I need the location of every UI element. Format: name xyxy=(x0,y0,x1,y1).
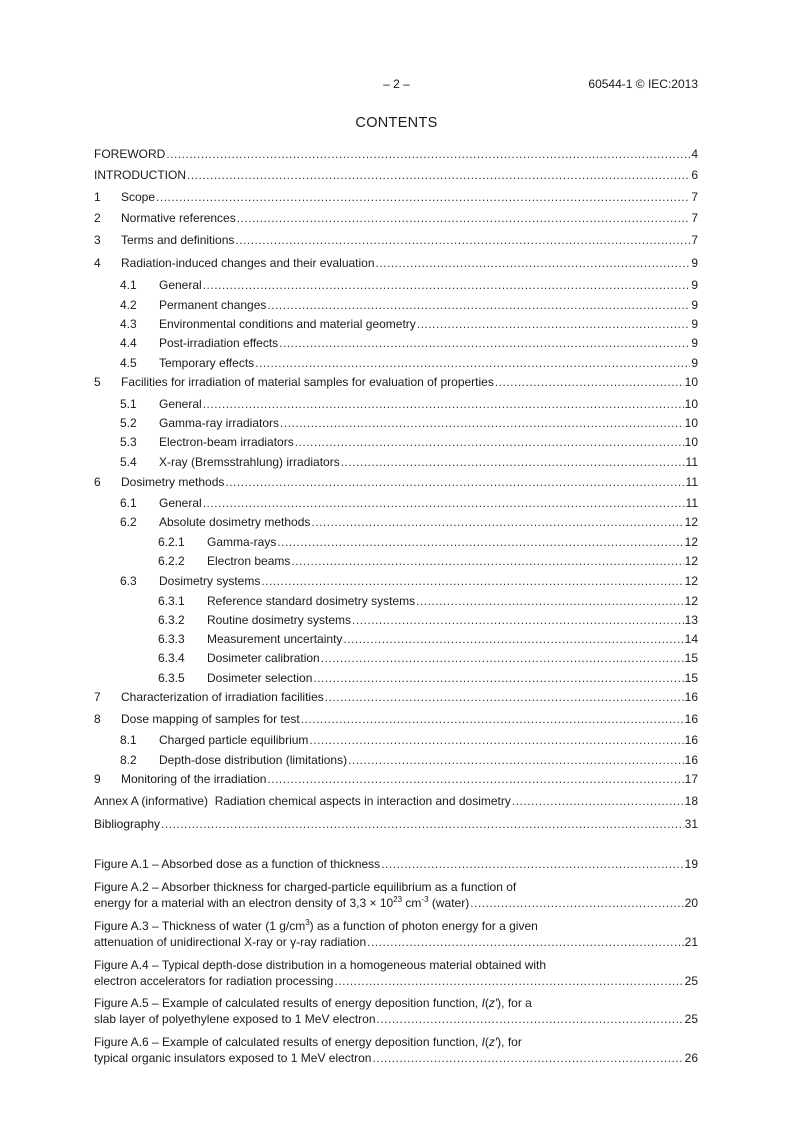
dot-leader xyxy=(348,752,684,768)
toc-entry[interactable] xyxy=(94,189,698,205)
page-number: 16 xyxy=(684,712,698,726)
section-number: 3 xyxy=(94,233,101,247)
dot-leader xyxy=(311,514,683,530)
page-number: 9 xyxy=(691,278,698,292)
page-number: 11 xyxy=(685,475,698,489)
page-number-header: – 2 – xyxy=(383,77,410,91)
figure-title: Figure A.5 – Example of calculated results of energy deposition function, I(z′), for a xyxy=(94,996,532,1010)
dot-leader xyxy=(417,316,691,332)
section-title: Terms and definitions xyxy=(121,233,235,247)
page-number: 9 xyxy=(691,298,698,312)
toc-entry[interactable] xyxy=(94,495,698,511)
section-title: X-ray (Bremsstrahlung) irradiators xyxy=(159,455,340,469)
page-number: 20 xyxy=(684,896,698,910)
section-title: Facilities for irradiation of material samples for evaluation of properties xyxy=(121,375,494,389)
toc-entry[interactable] xyxy=(94,793,698,809)
dot-leader xyxy=(280,415,684,431)
figure-entry-a1[interactable] xyxy=(94,856,698,872)
dot-leader xyxy=(203,495,685,511)
standard-reference-header: 60544-1 © IEC:2013 xyxy=(588,77,698,91)
page-number: 31 xyxy=(684,817,698,831)
figure-entry-a4[interactable] xyxy=(94,957,698,989)
page-number: 16 xyxy=(684,753,698,767)
toc-entry[interactable] xyxy=(94,670,698,686)
section-title: Dosimetry methods xyxy=(121,475,225,489)
figure-entry-a2[interactable] xyxy=(94,879,698,911)
dot-leader xyxy=(261,573,683,589)
page-number: 4 xyxy=(691,147,698,161)
toc-entry[interactable] xyxy=(94,711,698,727)
page-title: CONTENTS xyxy=(355,115,438,131)
page-number: 26 xyxy=(684,1051,698,1065)
page-number: 9 xyxy=(691,317,698,331)
page-number: 10 xyxy=(684,435,698,449)
section-number: 8.1 xyxy=(120,733,137,747)
section-number: 4.4 xyxy=(120,336,137,350)
page-number: 15 xyxy=(684,671,698,685)
section-number: 9 xyxy=(94,772,101,786)
page-number: 19 xyxy=(684,857,698,871)
dot-leader xyxy=(512,793,684,809)
dot-leader xyxy=(295,434,684,450)
dot-leader xyxy=(291,553,683,569)
section-number: 5.2 xyxy=(120,416,137,430)
toc-entry[interactable] xyxy=(94,146,698,162)
section-number: 6.3 xyxy=(120,574,137,588)
page-number: 10 xyxy=(684,416,698,430)
toc-entry[interactable] xyxy=(94,816,698,832)
page-number: 12 xyxy=(684,515,698,529)
section-title: Gamma-ray irradiators xyxy=(159,416,280,430)
dot-leader xyxy=(203,396,684,412)
toc-entry[interactable] xyxy=(94,650,698,666)
section-number: 4.5 xyxy=(120,356,137,370)
figure-entry-a5[interactable] xyxy=(94,995,698,1027)
dot-leader xyxy=(267,297,690,313)
section-number: 5 xyxy=(94,375,101,389)
toc-entry[interactable] xyxy=(94,255,698,271)
dot-leader xyxy=(203,277,691,293)
toc-entry[interactable] xyxy=(94,434,698,450)
section-title: Monitoring of the irradiation xyxy=(121,772,267,786)
section-title: Permanent changes xyxy=(159,298,267,312)
section-title: Reference standard dosimetry systems xyxy=(207,594,416,608)
toc-entry[interactable] xyxy=(94,514,698,530)
page-number: 12 xyxy=(684,535,698,549)
section-number: 6.3.3 xyxy=(158,632,185,646)
section-title: Temporary effects xyxy=(159,356,255,370)
page-number: 9 xyxy=(691,356,698,370)
section-title: Dosimeter selection xyxy=(207,671,313,685)
section-title: Measurement uncertainty xyxy=(207,632,343,646)
toc-entry[interactable] xyxy=(94,631,698,647)
toc-entry[interactable] xyxy=(94,553,698,569)
section-number: 1 xyxy=(94,190,101,204)
section-number: 6.2 xyxy=(120,515,137,529)
dot-leader xyxy=(416,593,684,609)
toc-entry[interactable] xyxy=(94,415,698,431)
toc-entry[interactable] xyxy=(94,335,698,351)
toc-entry[interactable] xyxy=(94,454,698,470)
dot-leader xyxy=(352,612,684,628)
dot-leader xyxy=(279,335,690,351)
section-title: Electron beams xyxy=(207,554,291,568)
section-title: Normative references xyxy=(121,211,236,225)
figure-title-continued: electron accelerators for radiation processing xyxy=(94,974,334,988)
dot-leader xyxy=(495,374,684,390)
section-number: 4.2 xyxy=(120,298,137,312)
section-title: Dose mapping of samples for test xyxy=(121,712,300,726)
page-number: 7 xyxy=(691,211,698,225)
toc-entry[interactable] xyxy=(94,689,698,705)
page-number: 21 xyxy=(684,935,698,949)
dot-leader xyxy=(309,732,683,748)
dot-leader xyxy=(325,689,684,705)
page-number: 6 xyxy=(691,168,698,182)
section-number: 6.3.1 xyxy=(158,594,185,608)
figure-title: Figure A.3 – Thickness of water (1 $g/cm^3$) as a function of photon energy for a given xyxy=(94,918,538,933)
page-number: 7 xyxy=(691,190,698,204)
section-title: Gamma-rays xyxy=(207,535,277,549)
toc-entry[interactable] xyxy=(94,474,698,490)
section-number: 6.3.2 xyxy=(158,613,185,627)
page-number: 16 xyxy=(684,690,698,704)
toc-entry[interactable] xyxy=(94,277,698,293)
dot-leader xyxy=(277,534,683,550)
section-number: 7 xyxy=(94,690,101,704)
section-title: General xyxy=(159,496,202,510)
section-title: Dosimetry systems xyxy=(159,574,261,588)
dot-leader xyxy=(267,771,683,787)
toc-entry[interactable] xyxy=(94,752,698,768)
page-number: 16 xyxy=(684,733,698,747)
toc-entry[interactable] xyxy=(94,396,698,412)
dot-leader xyxy=(187,167,690,183)
page-number: 25 xyxy=(684,1012,698,1026)
page-number: 14 xyxy=(684,632,698,646)
toc-entry[interactable] xyxy=(94,612,698,628)
section-title: Charged particle equilibrium xyxy=(159,733,309,747)
section-title: Annex A (informative) Radiation chemical aspects in interaction and dosimetry xyxy=(94,794,511,808)
section-title: Dosimeter calibration xyxy=(207,651,320,665)
section-number: 6.2.2 xyxy=(158,554,185,568)
section-title: Environmental conditions and material geometry xyxy=(159,317,416,331)
page-number: 15 xyxy=(684,651,698,665)
toc-entry[interactable] xyxy=(94,732,698,748)
toc-entry[interactable] xyxy=(94,316,698,332)
dot-leader xyxy=(313,670,683,686)
toc-entry[interactable] xyxy=(94,374,698,390)
dot-leader xyxy=(343,631,683,647)
toc-entry[interactable] xyxy=(94,210,698,226)
page-number: 11 xyxy=(685,455,698,469)
figure-title: Figure A.6 – Example of calculated results of energy deposition function, I(z′), for xyxy=(94,1035,522,1049)
toc-entry[interactable] xyxy=(94,297,698,313)
figure-title-continued: slab layer of polyethylene exposed to 1 MeV electron xyxy=(94,1012,376,1026)
toc-entry[interactable] xyxy=(94,771,698,787)
page-number: 13 xyxy=(684,613,698,627)
dot-leader xyxy=(156,189,690,205)
section-title: Electron-beam irradiators xyxy=(159,435,294,449)
toc-entry[interactable] xyxy=(94,573,698,589)
section-number: 5.1 xyxy=(120,397,137,411)
page-number: 12 xyxy=(684,574,698,588)
section-number: 6.1 xyxy=(120,496,137,510)
page-number: 25 xyxy=(684,974,698,988)
section-title: Bibliography xyxy=(94,817,161,831)
page-number: 10 xyxy=(684,397,698,411)
section-number: 6.2.1 xyxy=(158,535,185,549)
section-title: Radiation-induced changes and their evaluation xyxy=(121,256,375,270)
section-title: General xyxy=(159,278,202,292)
dot-leader xyxy=(166,146,690,162)
dot-leader xyxy=(321,650,684,666)
figure-title-continued: energy for a material with an electron density of $3,3 \times 10^{23}$ $cm^{-3}$ (water) xyxy=(94,895,470,910)
toc-entry[interactable] xyxy=(94,232,698,248)
figure-title: Figure A.1 – Absorbed dose as a function of thickness xyxy=(94,857,381,871)
figure-title-continued: attenuation of unidirectional X-ray or γ-ray radiation xyxy=(94,935,367,949)
section-number: 4.1 xyxy=(120,278,137,292)
page-number: 17 xyxy=(684,772,698,786)
section-title: Absolute dosimetry methods xyxy=(159,515,311,529)
section-number: 6 xyxy=(94,475,101,489)
page-number: 12 xyxy=(684,594,698,608)
figure-entry-a3[interactable] xyxy=(94,918,698,950)
section-title: Routine dosimetry systems xyxy=(207,613,352,627)
figure-title-continued: typical organic insulators exposed to 1 MeV electron xyxy=(94,1051,372,1065)
dot-leader xyxy=(376,255,691,271)
section-number: 8 xyxy=(94,712,101,726)
page-number: 9 xyxy=(691,336,698,350)
section-number: 5.3 xyxy=(120,435,137,449)
section-number: 2 xyxy=(94,211,101,225)
toc-entry[interactable] xyxy=(94,593,698,609)
section-title: Scope xyxy=(121,190,156,204)
dot-leader xyxy=(255,355,690,371)
section-number: 8.2 xyxy=(120,753,137,767)
section-number: 4 xyxy=(94,256,101,270)
dot-leader xyxy=(341,454,685,470)
section-number: 6.3.5 xyxy=(158,671,185,685)
page-number: 12 xyxy=(684,554,698,568)
toc-entry[interactable] xyxy=(94,167,698,183)
section-title: Post-irradiation effects xyxy=(159,336,279,350)
dot-leader xyxy=(161,816,684,832)
page-number: 7 xyxy=(691,233,698,247)
dot-leader xyxy=(225,474,684,490)
page-number: 9 xyxy=(691,256,698,270)
toc-entry[interactable] xyxy=(94,534,698,550)
dot-leader xyxy=(235,232,690,248)
section-title: General xyxy=(159,397,202,411)
section-number: 4.3 xyxy=(120,317,137,331)
section-title: FOREWORD xyxy=(94,147,166,161)
section-number: 5.4 xyxy=(120,455,137,469)
section-title: Depth-dose distribution (limitations) xyxy=(159,753,348,767)
page-number: 11 xyxy=(685,496,698,510)
page-number: 18 xyxy=(684,794,698,808)
toc-entry[interactable] xyxy=(94,355,698,371)
section-title: Characterization of irradiation facilities xyxy=(121,690,324,704)
dot-leader xyxy=(301,711,684,727)
page-number: 10 xyxy=(684,375,698,389)
section-number: 6.3.4 xyxy=(158,651,185,665)
figure-title: Figure A.4 – Typical depth-dose distribution in a homogeneous material obtained with xyxy=(94,958,547,972)
figure-title: Figure A.2 – Absorber thickness for charged-particle equilibrium as a function of xyxy=(94,880,517,894)
figure-entry-a6[interactable] xyxy=(94,1034,698,1066)
section-title: INTRODUCTION xyxy=(94,168,186,182)
dot-leader xyxy=(237,210,691,226)
